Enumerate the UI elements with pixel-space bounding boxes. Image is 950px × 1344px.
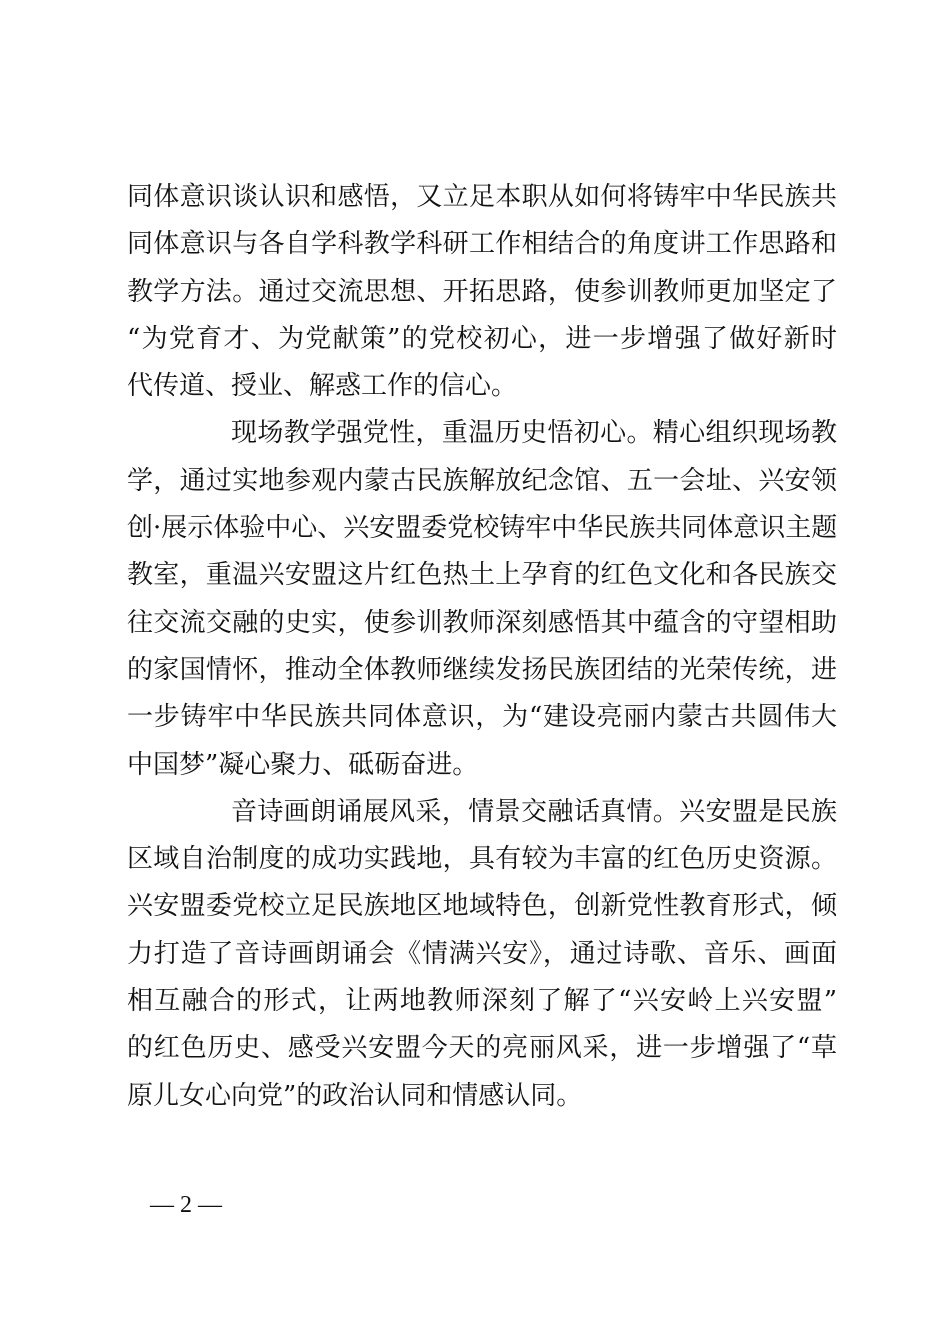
paragraph-2-line-1: 现场教学强党性，重温历史悟初心。精心组织现场教 [231,418,837,449]
body-text [127,174,837,1120]
paragraph-2-line-8: 中国梦”凝心聚力、砥砺奋进。 [127,749,479,780]
paragraph-3-line-2: 区域自治制度的成功实践地，具有较为丰富的红色历史资源。 [127,844,837,875]
paragraph-2-line-7: 一步铸牢中华民族共同体意识，为“建设亮丽内蒙古共圆伟大 [127,702,837,733]
paragraph-1-line-1: 同体意识谈认识和感悟，又立足本职从如何将铸牢中华民族共 [127,182,837,212]
paragraph-1-line-4: “为党育才、为党献策”的党校初心，进一步增强了做好新时 [127,323,837,354]
paragraph-1-line-2: 同体意识与各自学科教学科研工作相结合的角度讲工作思路和 [127,229,837,260]
paragraph-2-line-3: 创·展示体验中心、兴安盟委党校铸牢中华民族共同体意识主题 [127,513,838,544]
paragraph-3-line-7: 原儿女心向党”的政治认同和情感认同。 [127,1080,583,1111]
paragraph-3-line-6: 的红色历史、感受兴安盟今天的亮丽风采，进一步增强了“草 [127,1033,837,1064]
paragraph-2-line-6: 的家国情怀，推动全体教师继续发扬民族团结的光荣传统，进 [127,654,837,685]
page-number: — 2 — [150,1192,222,1218]
paragraph-2-line-5: 往交流交融的史实，使参训教师深刻感悟其中蕴含的守望相助 [127,607,837,638]
paragraph-1-line-5: 代传道、授业、解惑工作的信心。 [127,371,518,402]
paragraph-3-line-1: 音诗画朗诵展风采，情景交融话真情。兴安盟是民族 [231,796,837,827]
paragraph-2-line-4: 教室，重温兴安盟这片红色热土上孕育的红色文化和各民族交 [127,560,837,591]
paragraph-1-line-3: 教学方法。通过交流思想、开拓思路，使参训教师更加坚定了 [127,276,837,307]
paragraph-3-line-4: 力打造了音诗画朗诵会《情满兴安》，通过诗歌、音乐、画面 [127,938,837,969]
paragraph-3-line-3: 兴安盟委党校立足民族地区地域特色，创新党性教育形式，倾 [127,891,837,922]
paragraph-3-line-5: 相互融合的形式，让两地教师深刻了解了“兴安岭上兴安盟” [127,986,837,1017]
paragraph-2-line-2: 学，通过实地参观内蒙古民族解放纪念馆、五一会址、兴安领 [127,465,837,496]
